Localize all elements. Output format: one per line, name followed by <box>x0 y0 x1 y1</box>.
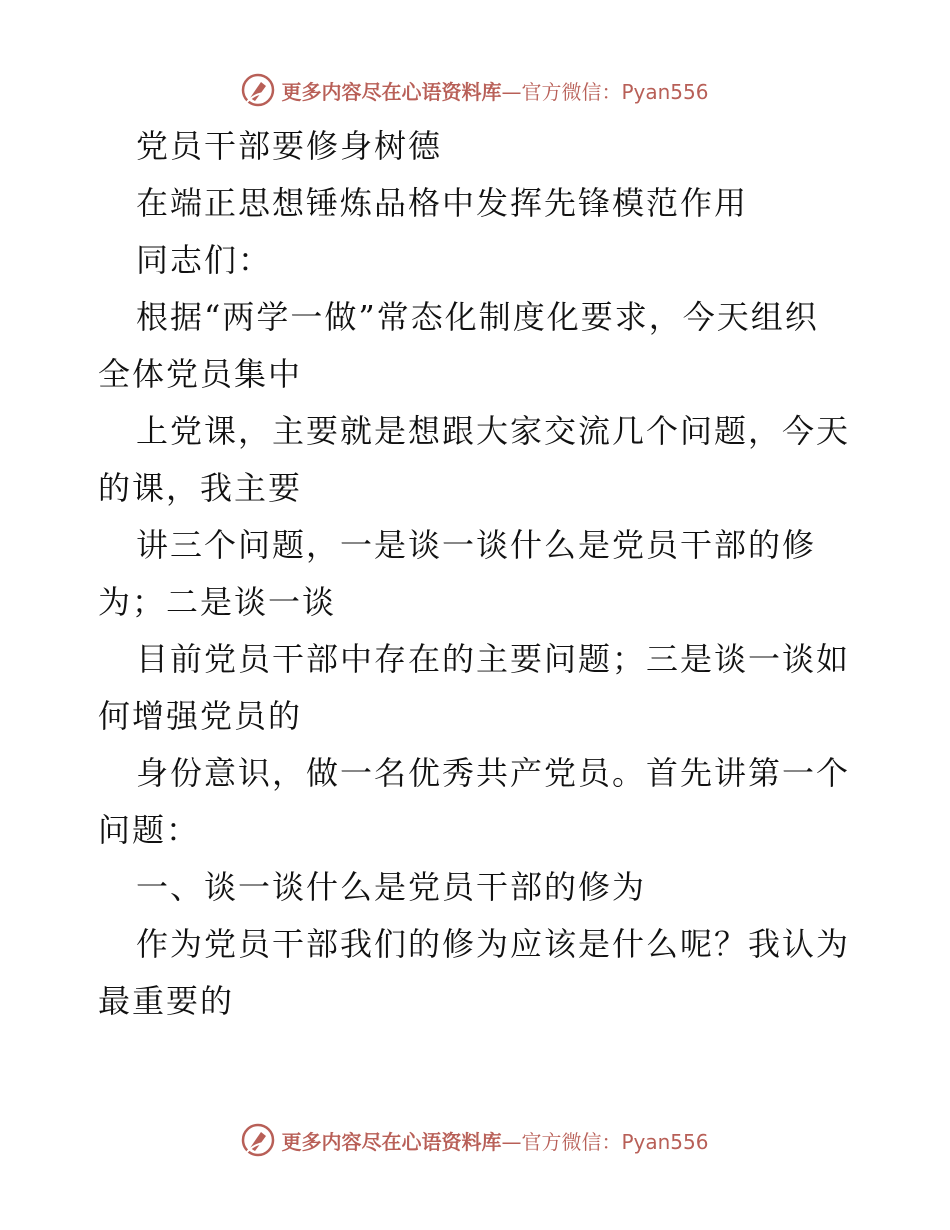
paragraph-line: 身份意识，做一名优秀共产党员。首先讲第一个 <box>136 754 851 792</box>
paragraph-line: 何增强党员的 <box>98 697 303 735</box>
pen-nib-logo-icon <box>241 1123 275 1157</box>
paragraph-line: 问题： <box>98 811 201 849</box>
paragraph-line: 上党课，主要就是想跟大家交流几个问题，今天 <box>136 412 851 450</box>
watermark-brand: 更多内容尽在心语资料库 <box>281 79 502 104</box>
footer-watermark <box>0 1120 950 1160</box>
watermark-brand: 更多内容尽在心语资料库 <box>281 1129 502 1154</box>
watermark-text <box>281 76 708 105</box>
paragraph-line: 根据“两学一做”常态化制度化要求，今天组织 <box>136 298 819 336</box>
watermark-wechat: —官方微信：Pyan556 <box>501 79 709 104</box>
paragraph-line: 最重要的 <box>98 982 235 1020</box>
document-body <box>98 118 858 1030</box>
pen-nib-logo-icon <box>241 73 275 107</box>
watermark-wechat: —官方微信：Pyan556 <box>501 1129 709 1154</box>
paragraph-line: 全体党员集中 <box>98 355 303 393</box>
watermark-text <box>281 1126 708 1155</box>
paragraph-line: 为；二是谈一谈 <box>98 583 337 621</box>
paragraph-line: 目前党员干部中存在的主要问题；三是谈一谈如 <box>136 640 851 678</box>
header-watermark <box>0 70 950 110</box>
document-title: 党员干部要修身树德 <box>136 127 443 165</box>
paragraph-line: 讲三个问题，一是谈一谈什么是党员干部的修 <box>136 526 817 564</box>
salutation: 同志们： <box>136 241 273 279</box>
section-heading: 一、谈一谈什么是党员干部的修为 <box>136 868 647 906</box>
paragraph-line: 的课，我主要 <box>98 469 303 507</box>
document-subtitle: 在端正思想锤炼品格中发挥先锋模范作用 <box>136 184 749 222</box>
paragraph-line: 作为党员干部我们的修为应该是什么呢？我认为 <box>136 925 851 963</box>
